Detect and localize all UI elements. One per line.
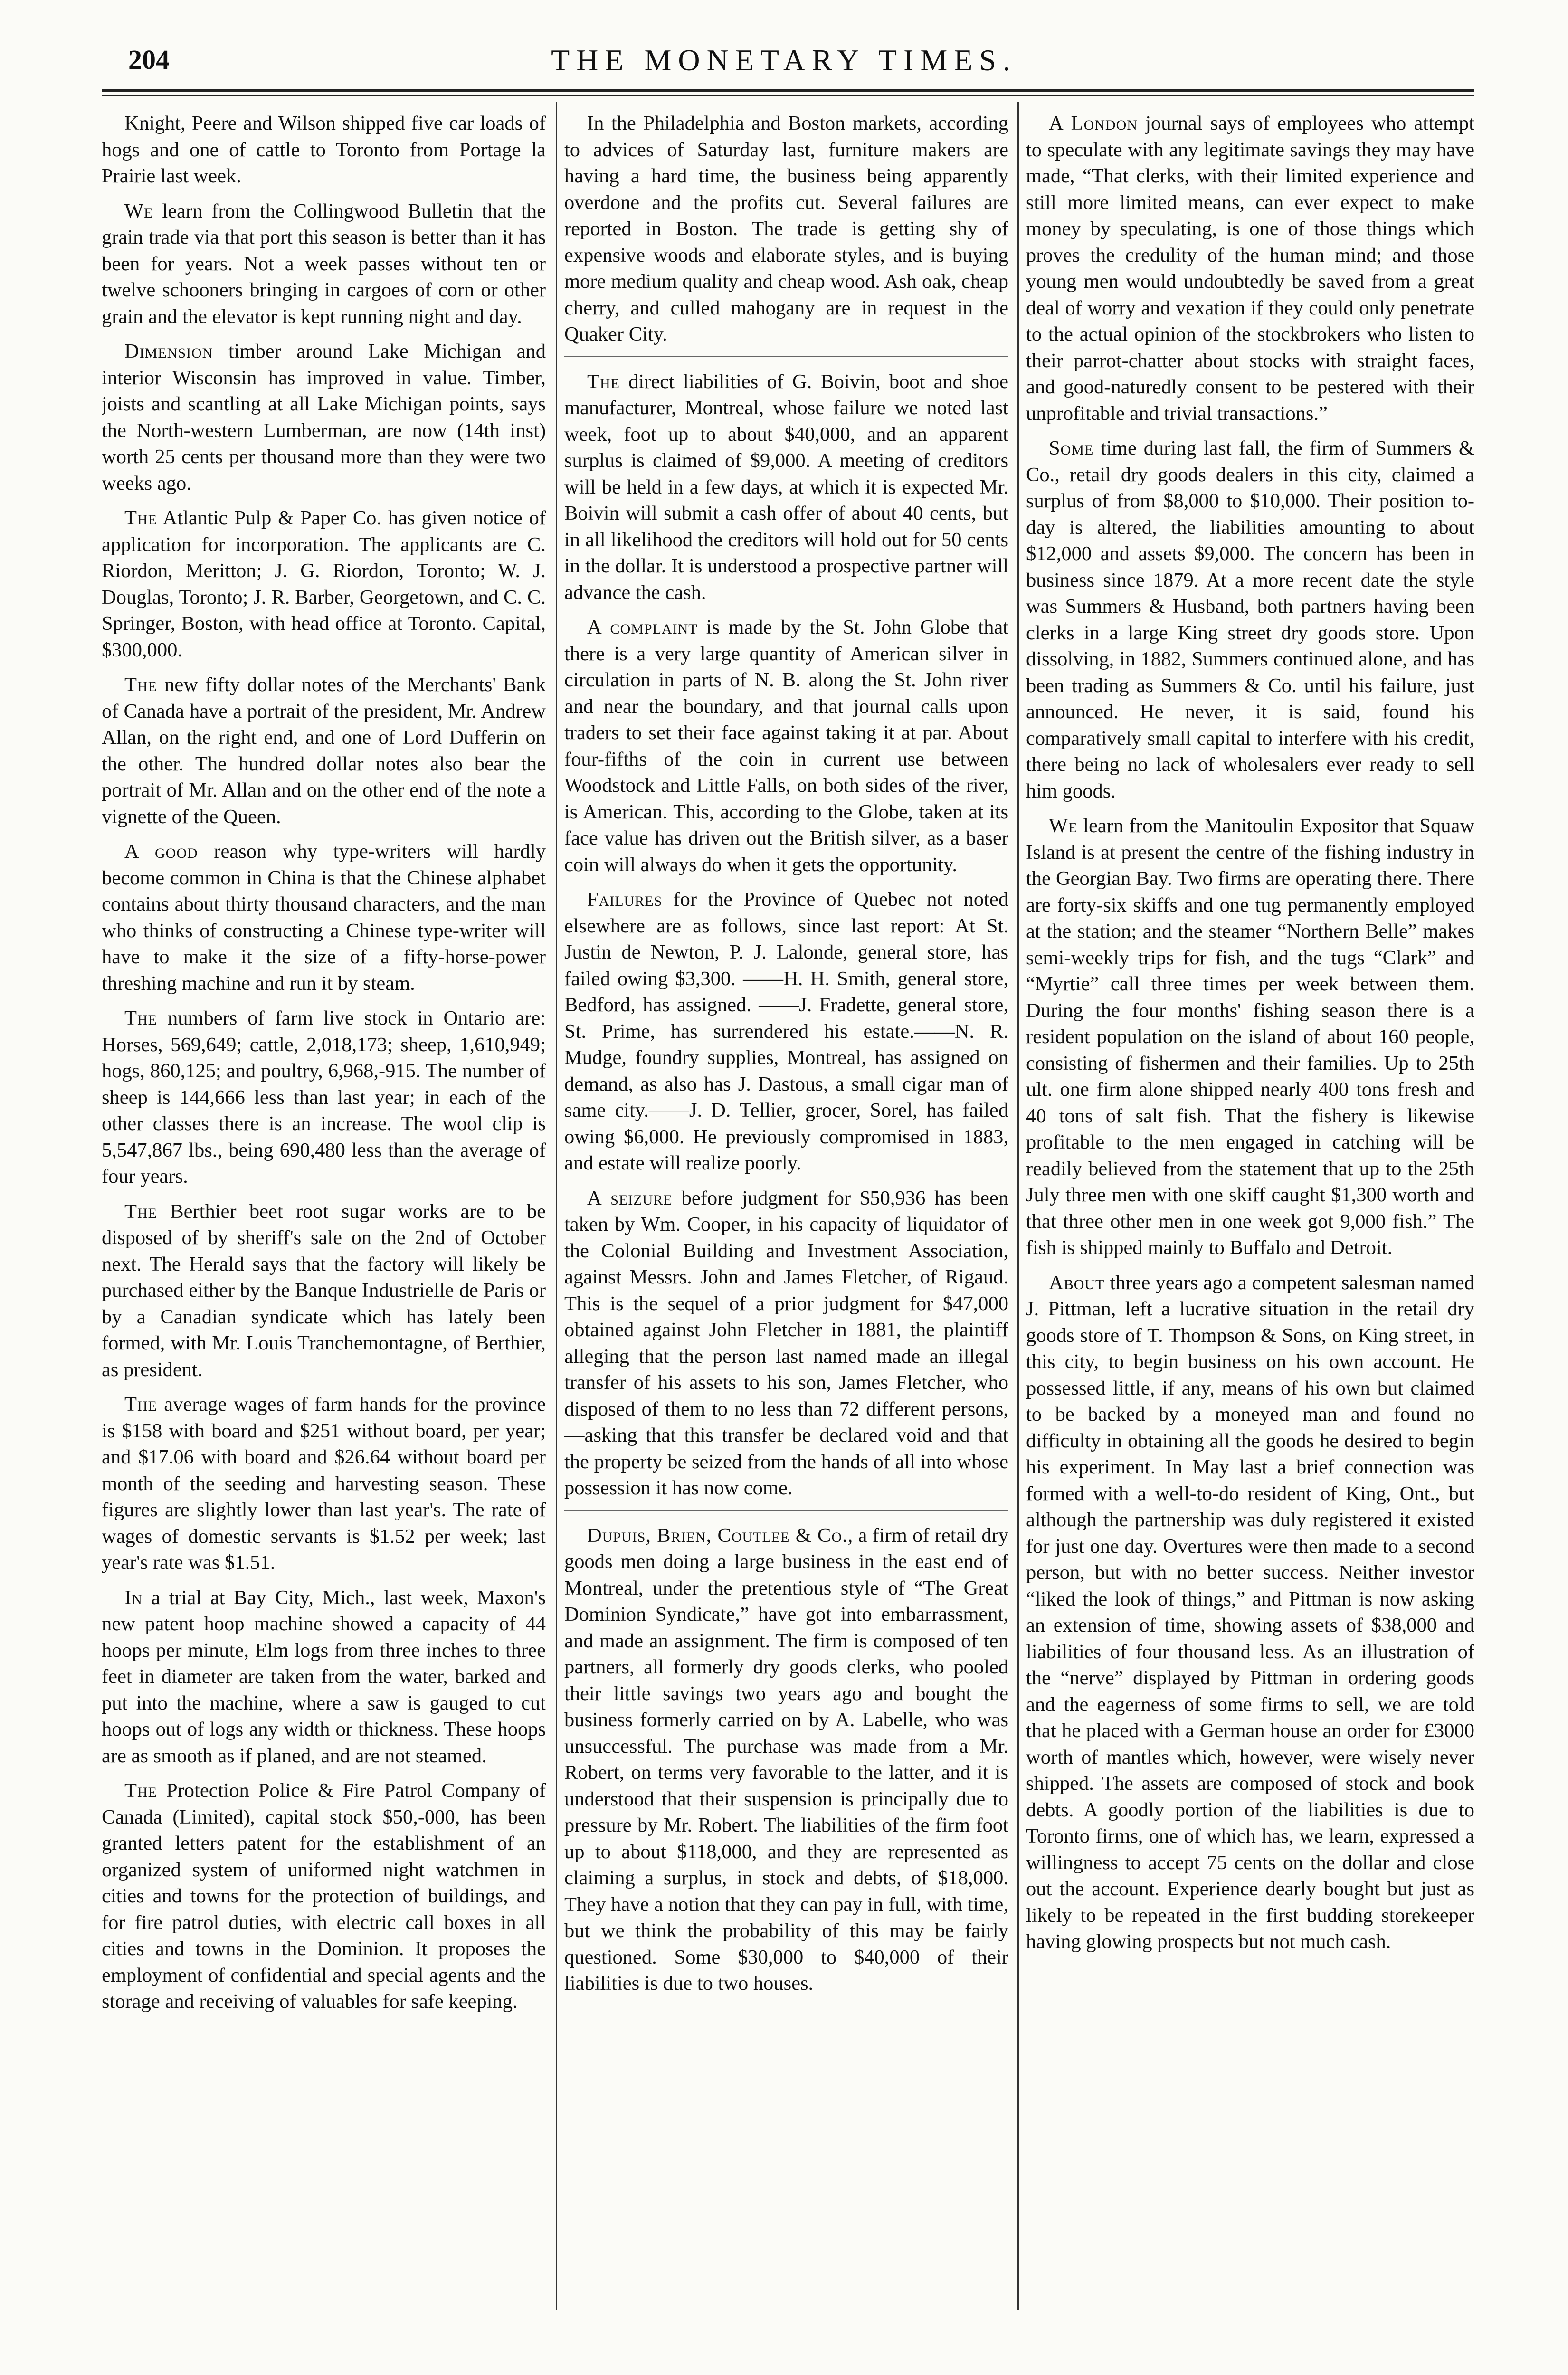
paragraph-body: reason why type-writers will hardly become common in China is that the Chinese alphabet contains about thirty thousand characters, and the man who thinks of constructing a Chinese type-writer will have to make it the size of a fifty-horse-power threshing machine and run it by steam. (102, 840, 546, 995)
paragraph-lead-word: We (1049, 815, 1078, 837)
article-separator (564, 356, 1008, 357)
article-paragraph (102, 198, 546, 330)
paragraph-lead-word: A complaint (587, 616, 698, 638)
paragraph-lead-word: Dupuis, Brien, Coutlee & Co. (587, 1524, 848, 1547)
paragraph-body: three years ago a competent salesman named J. Pittman, left a lucrative situation in the retail dry goods store of T. Thompson & Sons, on King street, in this city, to begin business on his own account. He possessed little, if any, means of his own but claimed to be backed by a moneyed man and found no difficulty in obtaining all the goods he desired to begin his experiment. In May last a brief connection was formed with a well-to-do resident of King, Ont., but although the partnership was duly registered it existed for just one day. Overtures were then made to a second person, but with no better success. Neither investor “liked the look of things,” and Pittman is now asking an extension of time, showing assets of $38,000 and liabilities of four thousand less. As an illustration of the “nerve” displayed by Pittman in ordering goods and the eagerness of some firms to sell, we are told that he placed with a German house an order for £3000 worth of mantles which, however, were wisely never shipped. The assets are composed of stock and book debts. A goodly portion of the liabilities is due to Toronto firms, one of which has, we learn, expressed a willingness to accept 75 cents on the dollar and close out the account. Experience dearly bought but just as likely to be repeated in the first budding storekeeper having glowing prospects but not much cash. (1026, 1271, 1474, 1953)
paragraph-body: new fifty dollar notes of the Merchants' Bank of Canada have a portrait of the president, Mr. Andrew Allan, on the right end, and one of Lord Dufferin on the other. The hundred dollar notes also bear the portrait of Mr. Allan and on the other end of the note a vignette of the Queen. (102, 674, 546, 828)
paragraph-lead-word: A good (124, 840, 198, 863)
paragraph-body: average wages of farm hands for the province is $158 with board and $251 without board, per year; and $17.06 with board and $26.64 without board per month of the seeding and harvesting season. These figures are slightly lower than last year's. The rate of wages of domestic servants is $1.52 per week; last year's rate was $1.51. (102, 1393, 546, 1574)
article-paragraph (564, 110, 1008, 348)
paragraph-body: In the Philadelphia and Boston markets, according to advices of Saturday last, furniture makers are having a hard time, the business being apparently overdone and the profits cut. Several failures are reported in Boston. The trade is getting shy of expensive woods and elaborate styles, and is buying more medium quality and cheap wood. Ash oak, cheap cherry, and culled mahogany are in request in the Quaker City. (564, 112, 1008, 345)
paragraph-body: learn from the Manitoulin Expositor that Squaw Island is at present the centre of the fishing industry in the Georgian Bay. Two firms are operating there. There are forty-six skiffs and one tug permanently employed at the station; and the steamer “Northern Belle” makes semi-weekly trips for fish, and the tugs “Clark” and “Myrtie” call three times per week between them. During the four months' fishing season there is a resident population on the island of about 160 people, consisting of fishermen and their families. Up to 25th ult. one firm alone shipped nearly 400 tons fresh and 40 tons of salt fish. That the fishery is likewise profitable to the men engaged in catching will be readily believed from the statement that up to the 25th July three men with one skiff caught $1,300 worth and that three other men in one week got 9,000 fish.” The fish is shipped mainly to Buffalo and Detroit. (1026, 815, 1474, 1259)
header-rule-thin (102, 95, 1474, 96)
paragraph-lead-word: The (124, 674, 157, 696)
paragraph-body: Protection Police & Fire Patrol Company of Canada (Limited), capital stock $50,-000, has been granted letters patent for the establishment of an organized system of uniformed night watchmen in cities and towns for the protection of buildings, and for fire patrol duties, with electric call boxes in all cities and towns in the Dominion. It proposes the employment of confidential and special agents and the storage and receiving of valuables for safe keeping. (102, 1779, 546, 2013)
page-header (0, 0, 1568, 95)
paragraph-lead-word: The (587, 370, 620, 393)
header-rule-thick (102, 89, 1474, 92)
article-paragraph (564, 369, 1008, 606)
paragraph-body: Knight, Peere and Wilson shipped five car loads of hogs and one of cattle to Toronto from Portage la Prairie last week. (102, 112, 546, 187)
masthead-title: THE MONETARY TIMES. (551, 43, 1017, 77)
paragraph-body: Atlantic Pulp & Paper Co. has given notice of application for incorporation. The applicants are C. Riordon, Meritton; J. G. Riordon, Toronto; W. J. Douglas, Toronto; J. R. Barber, Georgetown, and C. C. Springer, Boston, with head office at Toronto. Capital, $300,000. (102, 507, 546, 661)
article-paragraph (1026, 813, 1474, 1261)
column-left (102, 110, 546, 2375)
paragraph-body: time during last fall, the firm of Summers & Co., retail dry goods dealers in this city, claimed a surplus of from $8,000 to $10,000. Their position to-day is altered, the liabilities amounting to about $12,000 and assets $9,000. The concern has been in business since 1879. At a more recent date the style was Summers & Husband, both partners having been clerks in a large King street dry goods store. Upon dissolving, in 1882, Summers continued alone, and has been trading as Summers & Co. until his failure, just announced. He never, it is said, found his comparatively small capital to interfere with his credit, there being no lack of wholesalers ever ready to sell him goods. (1026, 437, 1474, 802)
article-paragraph (1026, 435, 1474, 804)
article-paragraph (102, 838, 546, 997)
article-paragraph (102, 1391, 546, 1576)
article-paragraph (102, 505, 546, 663)
paragraph-lead-word: In (124, 1586, 143, 1609)
article-separator (564, 1510, 1008, 1511)
article-paragraph (102, 1777, 546, 2015)
page-number: 204 (128, 44, 170, 75)
paragraph-lead-word: The (124, 507, 157, 529)
paragraph-body: numbers of farm live stock in Ontario are: Horses, 569,649; cattle, 2,018,173; sheep, 1,610,949; hogs, 860,125; and poultry, 6,968,-915. The number of sheep is 144,666 less than last year; in each of the other classes there is an increase. The wool clip is 5,547,867 lbs., being 690,480 less than the average of four years. (102, 1007, 546, 1188)
article-paragraph (564, 1185, 1008, 1501)
paragraph-body: journal says of employees who attempt to speculate with any legitimate savings they may have made, “That clerks, with their limited experience and still more limited means, can ever expect to make money by speculating, is one of those things which proves the credulity of the human mind; and those young men would undoubtedly be saved from a great deal of worry and vexation if they could only penetrate to the actual opinion of the stockbrokers who listen to their parrot-chatter about stocks with straight faces, and good-naturedly consent to be pestered with their unprofitable and trivial transactions.” (1026, 112, 1474, 425)
article-paragraph (102, 110, 546, 190)
paragraph-body: direct liabilities of G. Boivin, boot and shoe manufacturer, Montreal, whose failure we noted last week, foot up to about $40,000, and an apparent surplus is claimed of $9,000. A meeting of creditors will be held in a few days, at which it is expected Mr. Boivin will submit a cash offer of about 40 cents, but in all likelihood the creditors will hold out for 50 cents in the dollar. It is understood a prospective partner will advance the cash. (564, 370, 1008, 604)
paragraph-lead-word: The (124, 1779, 157, 1802)
paragraph-body: , a firm of retail dry goods men doing a large business in the east end of Montreal, under the pretentious style of “The Great Dominion Syndicate,” have got into embarrassment, and made an assignment. The firm is composed of ten partners, all formerly dry goods clerks, who pooled their little savings two years ago and bought the business formerly carried on by A. Labelle, who was unsuccessful. The purchase was made from a Mr. Robert, on terms very favorable to the latter, and it is understood that their suspension is principally due to pressure by Mr. Robert. The liabilities of the firm foot up to about $118,000, and they are represented as claiming a surplus, in stock and debts, of $18,000. They have a notion that they can pay in full, with time, but we think the probability of this may be fairly questioned. Some $30,000 to $40,000 of their liabilities is due to two houses. (564, 1524, 1008, 1995)
paragraph-body: is made by the St. John Globe that there is a very large quantity of American silver in circulation in parts of N. B. along the St. John river and near the boundary, and that journal calls upon traders to set their face against taking it at par. About four-fifths of the coin in current use between Woodstock and Little Falls, on both sides of the river, is American. This, according to the Globe, taken at its face value has driven out the British silver, as a baser coin will always do when it gets the opportunity. (564, 616, 1008, 876)
article-paragraph (102, 338, 546, 496)
article-paragraph (102, 672, 546, 830)
column-middle (564, 110, 1008, 2375)
paragraph-lead-word: The (124, 1393, 157, 1416)
column-divider (1017, 102, 1019, 2310)
paragraph-lead-word: Some (1049, 437, 1094, 459)
column-right (1026, 110, 1474, 2375)
paragraph-lead-word: A London (1049, 112, 1138, 134)
article-paragraph (102, 1198, 546, 1383)
paragraph-lead-word: A seizure (587, 1187, 673, 1209)
article-paragraph (102, 1005, 546, 1190)
paragraph-lead-word: The (124, 1200, 157, 1223)
paragraph-body: for the Province of Quebec not noted elsewhere are as follows, since last report: At St. Justin de Newton, P. J. Lalonde, general store, has failed owing $3,300. ——H. H. Smith, general store, Bedford, has assigned. ——J. Fradette, general store, St. Prime, has surrendered his estate.——N. R. Mudge, foundry supplies, Montreal, has assigned on demand, as also has J. Dastous, a small cigar man of same city.——J. D. Tellier, grocer, Sorel, has failed owing $6,000. He previously compromised in 1883, and estate will realize poorly. (564, 888, 1008, 1174)
article-paragraph (1026, 110, 1474, 427)
paragraph-body: a trial at Bay City, Mich., last week, Maxon's new patent hoop machine showed a capacity of 44 hoops per minute, Elm logs from three inches to three feet in diameter are taken from the water, barked and put into the machine, where a saw is gauged to cut hoops out of logs any width or thickness. These hoops are as smooth as if planed, and are not steamed. (102, 1586, 546, 1767)
article-paragraph (564, 614, 1008, 878)
article-paragraph (102, 1585, 546, 1769)
paragraph-lead-word: Dimension (124, 340, 213, 362)
article-paragraph (1026, 1270, 1474, 1955)
paragraph-body: timber around Lake Michigan and interior Wisconsin has improved in value. Timber, joists and scantling at all Lake Michigan points, says the North-western Lumberman, are now (14th inst) worth 25 cents per thousand more than they were two weeks ago. (102, 340, 546, 494)
paragraph-lead-word: About (1049, 1271, 1105, 1294)
paragraph-lead-word: The (124, 1007, 157, 1029)
article-paragraph (564, 1522, 1008, 1997)
paragraph-lead-word: Failures (587, 888, 663, 911)
paragraph-body: Berthier beet root sugar works are to be disposed of by sheriff's sale on the 2nd of October next. The Herald says that the factory will likely be purchased either by the Banque Industrielle de Paris or by a Canadian syndicate which has lately been formed, with Mr. Louis Tranchemontagne, of Berthier, as president. (102, 1200, 546, 1381)
article-paragraph (564, 886, 1008, 1177)
paragraph-body: learn from the Collingwood Bulletin that the grain trade via that port this season is better than it has been for years. Not a week passes without ten or twelve schooners bringing in cargoes of corn or other grain and the elevator is kept running night and day. (102, 200, 546, 328)
paragraph-body: before judgment for $50,936 has been taken by Wm. Cooper, in his capacity of liquidator of the Colonial Building and Investment Association, against Messrs. John and James Fletcher, of Rigaud. This is the sequel of a prior judgment for $47,000 obtained against John Fletcher in 1881, the plaintiff alleging that the person last named made an illegal transfer of his assets to his son, James Fletcher, who disposed of them to no less than 72 different persons,—asking that this transfer be declared void and that the property be seized from the hands of all into whose possession it has now come. (564, 1187, 1008, 1499)
paragraph-lead-word: We (124, 200, 153, 222)
column-divider (556, 102, 557, 2310)
